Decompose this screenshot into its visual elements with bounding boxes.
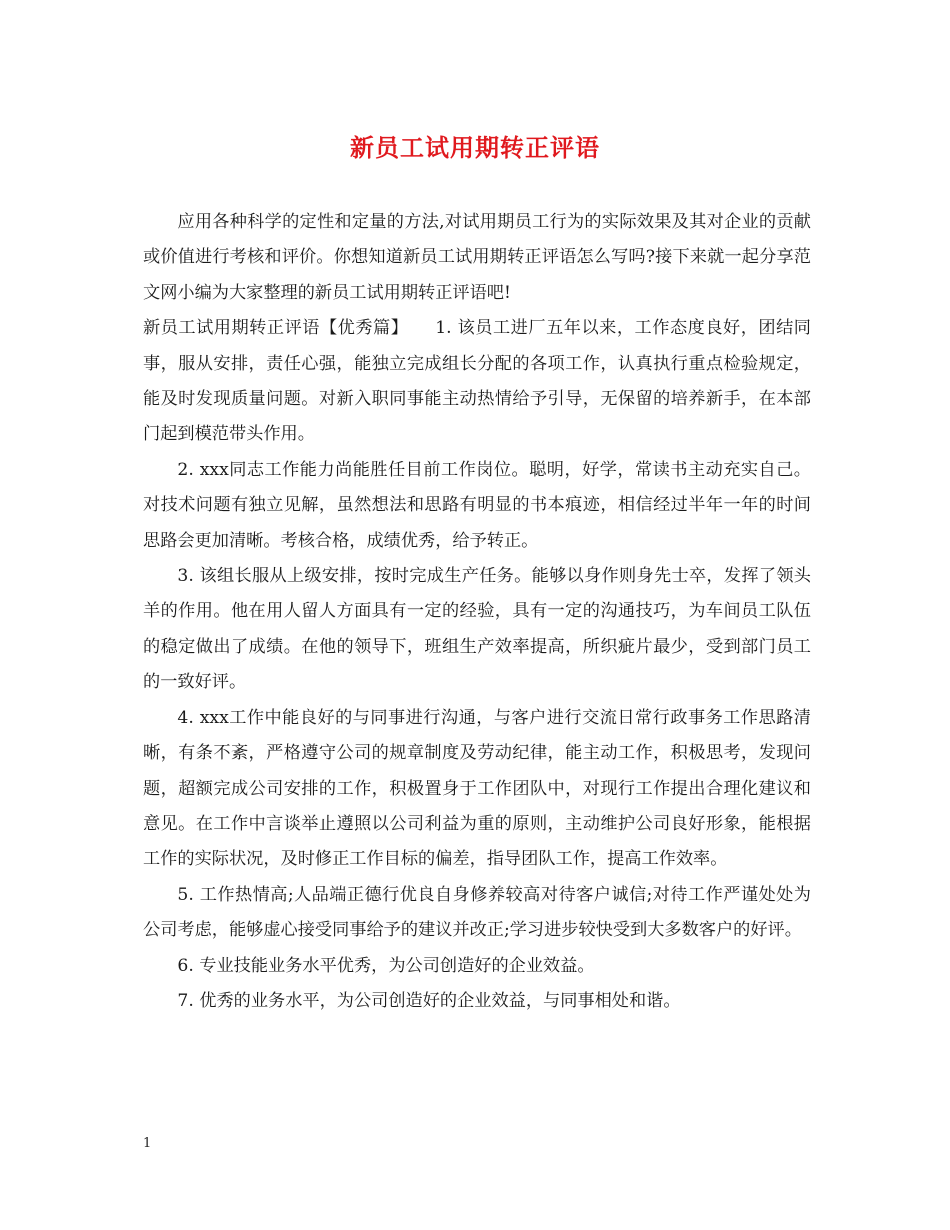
intro-paragraph: 应用各种科学的定性和定量的方法,对试用期员工行为的实际效果及其对企业的贡献或价值进行考核和评价。你想知道新员工试用期转正评语怎么写吗?接下来就一起分享范文网小编为大家整理的新员工试用期转正评语吧! [143, 212, 811, 303]
document-body [143, 205, 811, 1019]
section-heading-paragraph: 新员工试用期转正评语【优秀篇】 1. 该员工进厂五年以来，工作态度良好，团结同事，服从安排，责任心强，能独立完成组长分配的各项工作，认真执行重点检验规定，能及时发现质量问题。对新入职同事能主动热情给予引导，无保留的培养新手，在本部门起到模范带头作用。 [143, 318, 811, 445]
document-title: 新员工试用期转正评语 [350, 133, 600, 162]
review-item-4: 4. xxx工作中能良好的与同事进行沟通，与客户进行交流日常行政事务工作思路清晰，有条不紊，严格遵守公司的规章制度及劳动纪律，能主动工作，积极思考，发现问题，超额完成公司安排的工作，积极置身于工作团队中，对现行工作提出合理化建议和意见。在工作中言谈举止遵照以公司利益为重的原则，主动维护公司良好形象，能根据工作的实际状况，及时修正工作目标的偏差，指导团队工作，提高工作效率。 [143, 707, 811, 870]
page-number: 1 [143, 1136, 152, 1151]
review-item-3: 3. 该组长服从上级安排，按时完成生产任务。能够以身作则身先士卒，发挥了领头羊的作用。他在用人留人方面具有一定的经验，具有一定的沟通技巧，为车间员工队伍的稳定做出了成绩。在他的领导下，班组生产效率提高，所织疵片最少，受到部门员工的一致好评。 [143, 566, 811, 693]
review-item-5: 5. 工作热情高;人品端正德行优良自身修养较高对待客户诚信;对待工作严谨处处为公司考虑，能够虚心接受同事给予的建议并改正;学习进步较快受到大多数客户的好评。 [143, 884, 811, 941]
review-item-6: 6. 专业技能业务水平优秀，为公司创造好的企业效益。 [177, 955, 595, 976]
review-item-2: 2. xxx同志工作能力尚能胜任目前工作岗位。聪明，好学，常读书主动充实自己。对技术问题有独立见解，虽然想法和思路有明显的书本痕迹，相信经过半年一年的时间思路会更加清晰。考核合格，成绩优秀，给予转正。 [143, 459, 811, 551]
review-item-7: 7. 优秀的业务水平，为公司创造好的企业效益，与同事相处和谐。 [177, 990, 681, 1011]
